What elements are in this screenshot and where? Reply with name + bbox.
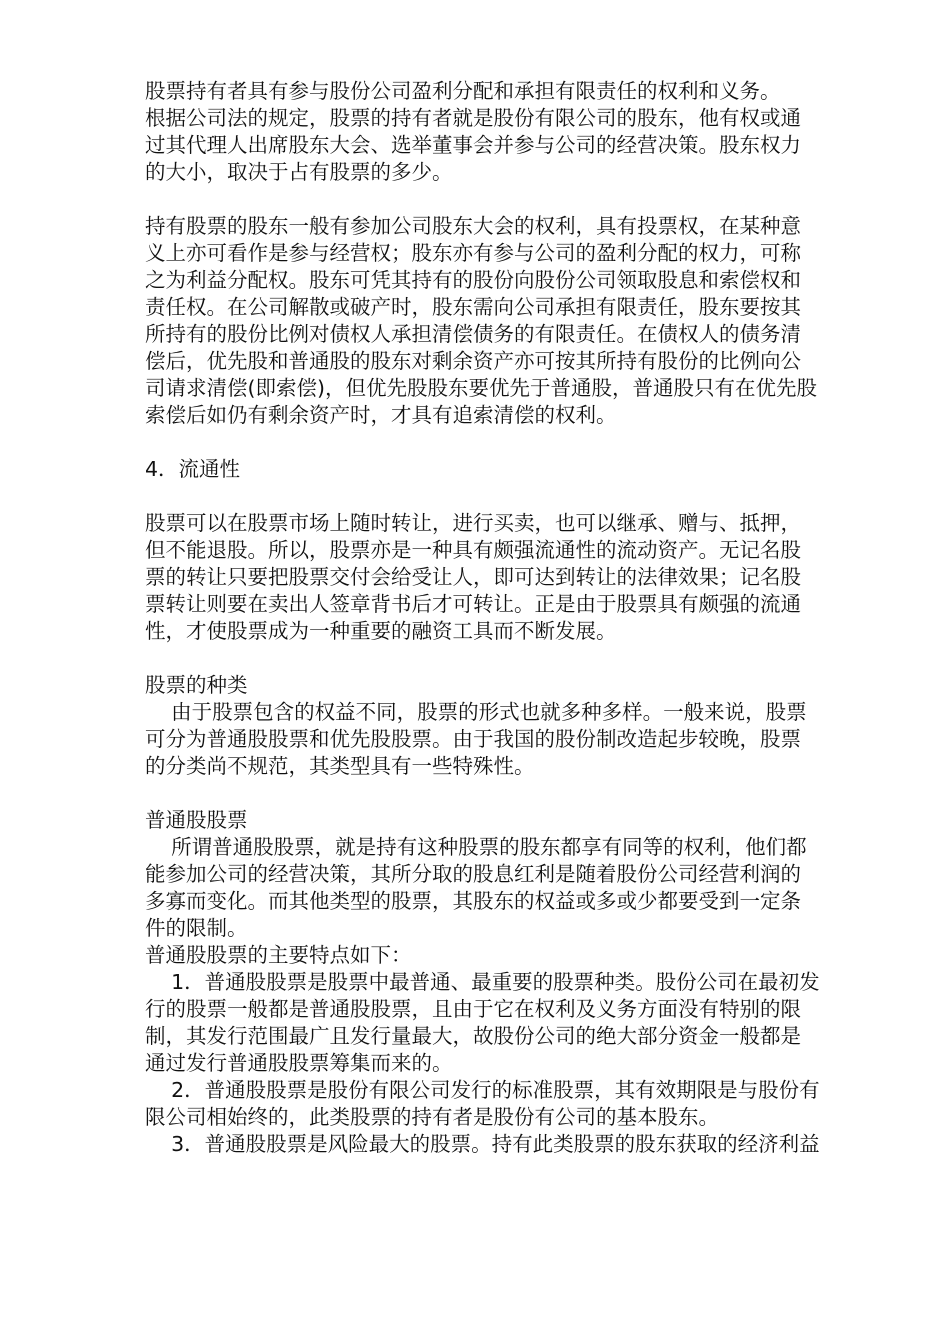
text-line: 2．普通股股票是股份有限公司发行的标准股票，其有效期限是与股份有 (145, 1078, 820, 1102)
text-line: 责任权。在公司解散或破产时，股东需向公司承担有限责任，股东要按其 (145, 295, 801, 319)
text-line: 所谓普通股股票，就是持有这种股票的股东都享有同等的权利，他们都 (145, 835, 807, 859)
text-line: 司请求清偿(即索偿)，但优先股股东要优先于普通股，普通股只有在优先股 (145, 376, 817, 400)
text-line: 持有股票的股东一般有参加公司股东大会的权利，具有投票权，在某种意 (145, 214, 801, 238)
spacer (145, 429, 880, 456)
text-line: 由于股票包含的权益不同，股票的形式也就多种多样。一般来说，股票 (145, 700, 807, 724)
paragraph-liquidity (145, 510, 880, 645)
text-line: 索偿后如仍有剩余资产时，才具有追索清偿的权利。 (145, 403, 617, 427)
text-line: 普通股股票的主要特点如下： (145, 943, 412, 967)
section-heading-liquidity: 4．流通性 (145, 457, 241, 481)
text-line: 能参加公司的经营决策，其所分取的股息红利是随着股份公司经营利润的 (145, 862, 801, 886)
text-line: 1．普通股股票是股票中最普通、最重要的股票种类。股份公司在最初发 (145, 970, 820, 994)
spacer (145, 780, 880, 807)
text-line: 可分为普通股股票和优先股股票。由于我国的股份制改造起步较晚，股票 (145, 727, 801, 751)
text-line: 限公司相始终的，此类股票的持有者是股份有公司的基本股东。 (145, 1105, 719, 1129)
paragraph-shareholder-rights (145, 78, 880, 186)
document-body (145, 78, 880, 1158)
text-line: 3．普通股股票是风险最大的股票。持有此类股票的股东获取的经济利益 (145, 1132, 820, 1156)
paragraph-common-stock (145, 834, 880, 1158)
section-heading-stock-types: 股票的种类 (145, 673, 248, 697)
spacer (145, 186, 880, 213)
text-line: 的分类尚不规范，其类型具有一些特殊性。 (145, 754, 535, 778)
text-line: 件的限制。 (145, 916, 248, 940)
text-line: 偿后，优先股和普通股的股东对剩余资产亦可按其所持有股份的比例向公 (145, 349, 801, 373)
spacer (145, 483, 880, 510)
text-line: 过其代理人出席股东大会、选举董事会并参与公司的经营决策。股东权力 (145, 133, 801, 157)
text-line: 义上亦可看作是参与经营权；股东亦有参与公司的盈利分配的权力，可称 (145, 241, 801, 265)
text-line: 通过发行普通股股票筹集而来的。 (145, 1051, 453, 1075)
text-line: 行的股票一般都是普通股股票，且由于它在权利及义务方面没有特别的限 (145, 997, 801, 1021)
text-line: 股票持有者具有参与股份公司盈利分配和承担有限责任的权利和义务。 (145, 79, 781, 103)
text-line: 票转让则要在卖出人签章背书后才可转让。正是由于股票具有颇强的流通 (145, 592, 801, 616)
text-line: 制，其发行范围最广且发行量最大，故股份公司的绝大部分资金一般都是 (145, 1024, 801, 1048)
spacer (145, 645, 880, 672)
text-line: 根据公司法的规定，股票的持有者就是股份有限公司的股东，他有权或通 (145, 106, 801, 130)
text-line: 票的转让只要把股票交付会给受让人，即可达到转让的法律效果；记名股 (145, 565, 801, 589)
text-line: 性，才使股票成为一种重要的融资工具而不断发展。 (145, 619, 617, 643)
section-heading-common-stock: 普通股股票 (145, 808, 248, 832)
text-line: 之为利益分配权。股东可凭其持有的股份向股份公司领取股息和索偿权和 (145, 268, 801, 292)
text-line: 的大小，取决于占有股票的多少。 (145, 160, 453, 184)
paragraph-voting-and-liability (145, 213, 880, 429)
text-line: 所持有的股份比例对债权人承担清偿债务的有限责任。在债权人的债务清 (145, 322, 801, 346)
text-line: 股票可以在股票市场上随时转让，进行买卖，也可以继承、赠与、抵押， (145, 511, 801, 535)
text-line: 多寡而变化。而其他类型的股票，其股东的权益或多或少都要受到一定条 (145, 889, 801, 913)
paragraph-stock-types (145, 699, 880, 780)
text-line: 但不能退股。所以，股票亦是一种具有颇强流通性的流动资产。无记名股 (145, 538, 801, 562)
